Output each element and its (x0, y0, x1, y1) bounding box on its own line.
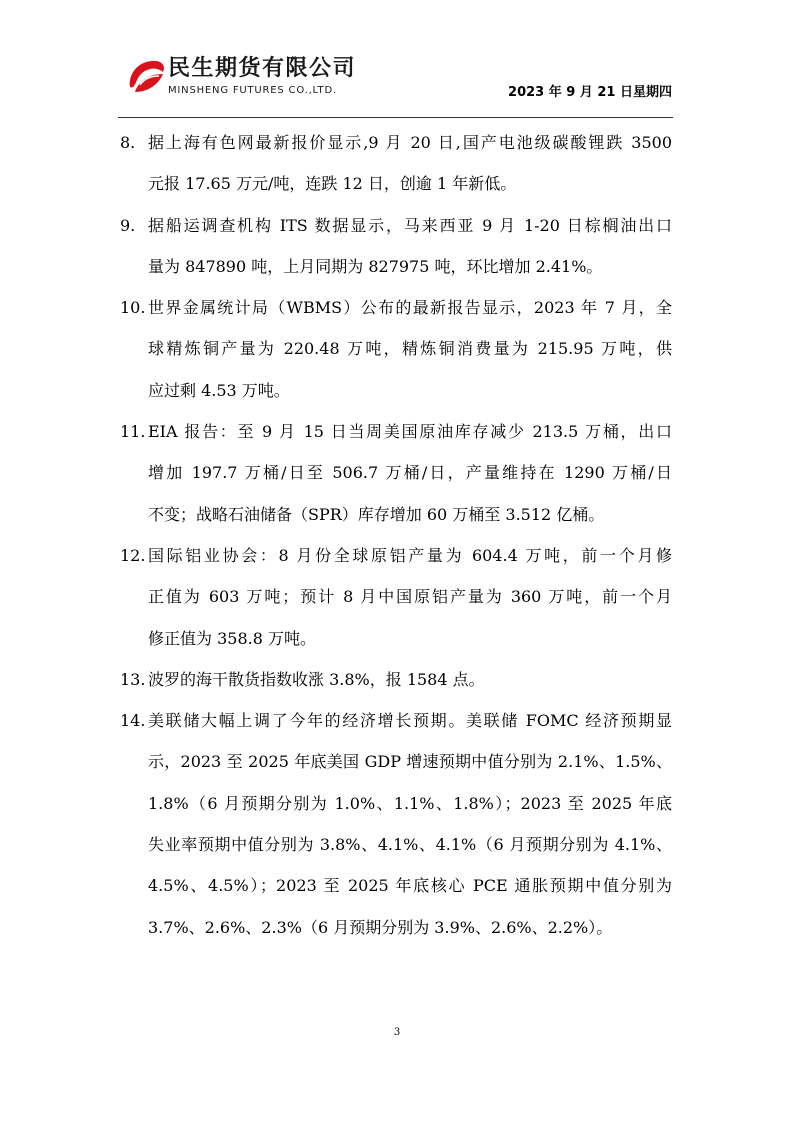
item-line: 1.8%（6 月预期分别为 1.0%、1.1%、1.8%）；2023 至 2025 年底 (148, 793, 672, 813)
list-item (120, 659, 672, 700)
item-line: 量为 847890 吨，上月同期为 827975 吨，环比增加 2.41%。 (148, 256, 603, 276)
item-number: 11. (120, 422, 146, 442)
item-line: 国际铝业协会：8 月份全球原铝产量为 604.4 万吨，前一个月修 (148, 545, 672, 565)
item-line: 波罗的海干散货指数收涨 3.8%，报 1584 点。 (148, 669, 485, 689)
item-line: 3.7%、2.6%、2.3%（6 月预期分别为 3.9%、2.6%、2.2%）。 (148, 917, 613, 937)
item-line: 增加 197.7 万桶/日至 506.7 万桶/日，产量维持在 1290 万桶/日 (148, 463, 672, 483)
item-line: 据上海有色网最新报价显示,9 月 20 日,国产电池级碳酸锂跌 3500 (148, 133, 672, 152)
item-line: 正值为 603 万吨；预计 8 月中国原铝产量为 360 万吨，前一个月 (148, 587, 672, 607)
item-line: 修正值为 358.8 万吨。 (148, 628, 316, 648)
item-line: 球精炼铜产量为 220.48 万吨，精炼铜消费量为 215.95 万吨，供 (148, 339, 672, 359)
report-date: 2023 年 9 月 21 日星期四 (508, 85, 672, 100)
item-line: 4.5%、4.5%）；2023 至 2025 年底核心 PCE 通胀预期中值分别为 (148, 876, 672, 896)
item-line: 美联储大幅上调了今年的经济增长预期。美联储 FOMC 经济预期显 (148, 711, 672, 731)
company-name-en: MINSHENG FUTURES CO.,LTD. (168, 85, 337, 96)
item-line: 据船运调查机构 ITS 数据显示，马来西亚 9 月 1-20 日棕榈油出口 (148, 215, 672, 235)
company-logo (126, 56, 366, 100)
list-item (120, 700, 672, 948)
item-number: 12. (120, 545, 146, 565)
header-divider (118, 117, 673, 118)
item-number: 8. (120, 133, 136, 152)
list-item (120, 122, 672, 205)
list-item (120, 205, 672, 288)
page-number: 3 (393, 1027, 401, 1038)
list-item (120, 535, 672, 659)
item-number: 10. (120, 298, 146, 318)
item-line: 元报 17.65 万元/吨，连跌 12 日，创逾 1 年新低。 (148, 174, 517, 194)
item-line: 不变；战略石油储备（SPR）库存增加 60 万桶至 3.512 亿桶。 (148, 504, 605, 524)
item-number: 14. (120, 711, 146, 731)
item-number: 9. (120, 215, 136, 235)
item-line: 失业率预期中值分别为 3.8%、4.1%、4.1%（6 月预期分别为 4.1%、 (148, 835, 672, 855)
item-line: 应过剩 4.53 万吨。 (148, 380, 290, 400)
minsheng-swoosh-icon (126, 58, 166, 96)
company-name-cn: 民生期货有限公司 (168, 56, 357, 81)
news-list (120, 122, 672, 948)
item-line: EIA 报告：至 9 月 15 日当周美国原油库存减少 213.5 万桶，出口 (148, 422, 672, 442)
item-number: 13. (120, 669, 146, 689)
list-item (120, 411, 672, 535)
item-line: 示，2023 至 2025 年底美国 GDP 增速预期中值分别为 2.1%、1.5%、 (148, 752, 672, 772)
item-line: 世界金属统计局（WBMS）公布的最新报告显示，2023 年 7 月，全 (148, 298, 672, 318)
list-item (120, 287, 672, 411)
